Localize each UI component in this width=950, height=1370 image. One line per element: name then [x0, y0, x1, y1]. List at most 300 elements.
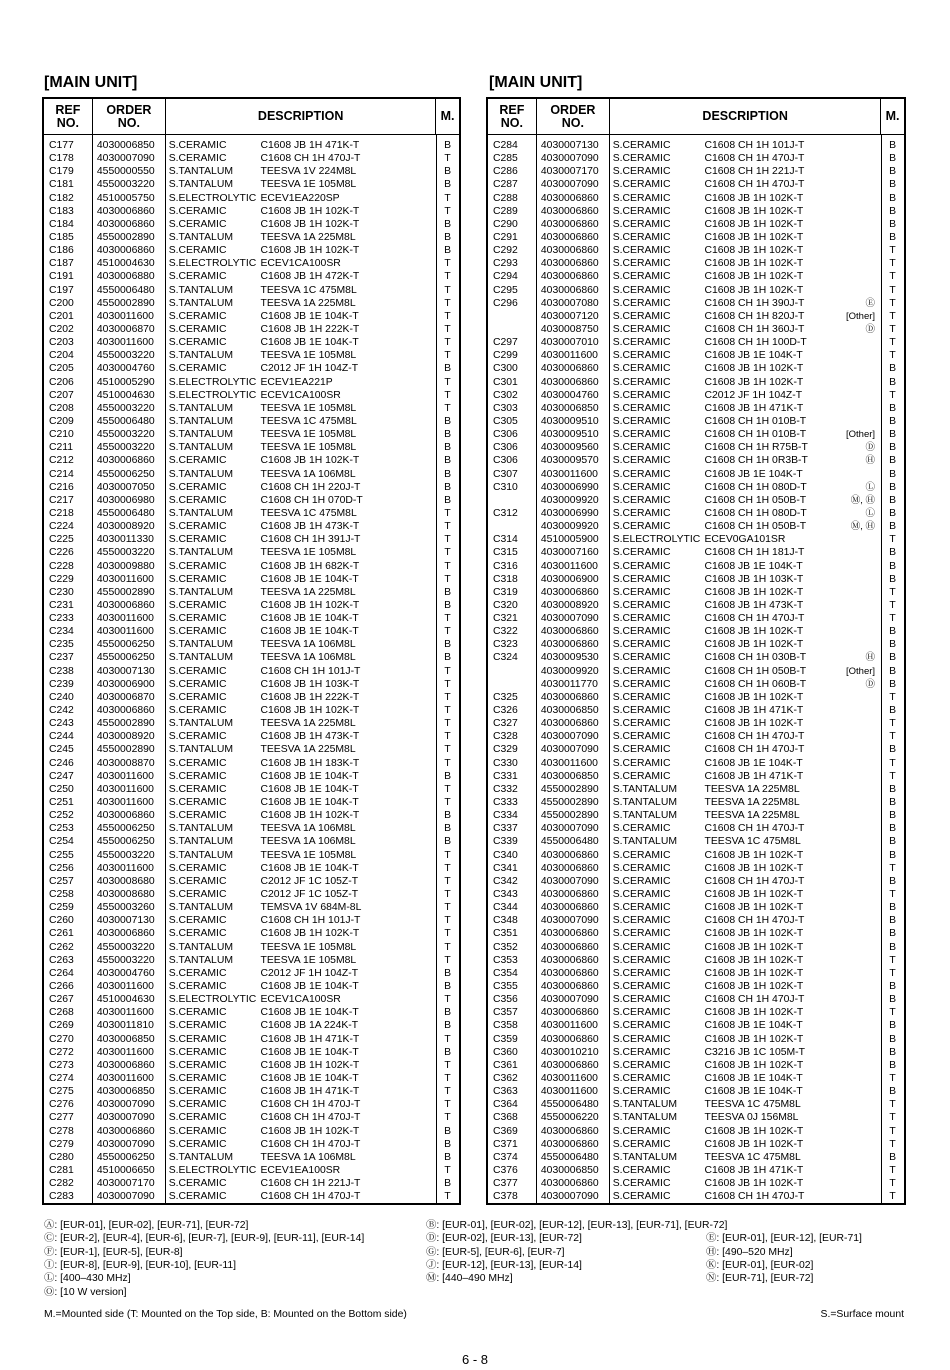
version-mark: [824, 1033, 881, 1046]
order-no: 4030006860: [540, 902, 599, 914]
table-row: [488, 888, 904, 901]
part-value: C1608 JB 1H 102K-T: [704, 284, 804, 296]
part-value: TEESVA 1C 475M8L: [704, 1151, 801, 1163]
version-mark: [380, 927, 436, 940]
table-row: [44, 415, 459, 428]
version-mark: [380, 310, 436, 323]
table-row: [488, 638, 904, 651]
version-mark: [824, 244, 881, 257]
order-no: 4030011600: [540, 1086, 598, 1098]
ref-no: C295: [493, 284, 518, 296]
mounted-side: B: [889, 1151, 896, 1163]
mounted-side: T: [444, 718, 451, 730]
header-order-no: ORDER NO.: [93, 99, 166, 134]
version-mark: [380, 1125, 436, 1138]
legend-entry: Ⓘ: [EUR-8], [EUR-9], [EUR-10], [EUR-11]: [44, 1259, 237, 1271]
part-value: C1608 JB 1E 104K-T: [260, 797, 359, 809]
table-row: [488, 1046, 904, 1059]
table-row: [44, 428, 459, 441]
part-value: C1608 JB 1E 104K-T: [260, 770, 359, 782]
table-row: [44, 560, 459, 573]
order-no: 4550002890: [96, 586, 155, 598]
mounted-side: B: [444, 231, 451, 243]
part-type: S.CERAMIC: [612, 902, 671, 914]
ref-no: C279: [49, 1138, 74, 1150]
ref-no: C275: [49, 1086, 74, 1098]
mounted-side: T: [889, 389, 896, 401]
table-row: [44, 323, 459, 336]
ref-no: C237: [49, 652, 74, 664]
table-row: [44, 1098, 459, 1111]
order-no: 4030011600: [540, 1020, 598, 1032]
order-no: 4030006990: [540, 481, 599, 493]
version-mark: [824, 218, 881, 231]
mounted-side: B: [889, 836, 896, 848]
ref-no: C182: [49, 192, 74, 204]
part-type: S.TANTALUM: [168, 941, 233, 953]
part-type: S.CERAMIC: [168, 691, 227, 703]
part-type: S.TANTALUM: [168, 284, 233, 296]
mounted-side: B: [444, 599, 451, 611]
order-no: 4030006990: [540, 507, 599, 519]
order-no: 4030006860: [540, 626, 599, 638]
ref-no: C323: [493, 639, 518, 651]
order-no: 4030006860: [540, 1059, 599, 1071]
version-mark: [824, 849, 881, 862]
version-mark: [380, 1098, 436, 1111]
part-value: C1608 JB 1H 102K-T: [260, 218, 360, 230]
mounted-side: B: [889, 941, 896, 953]
version-mark: [824, 1111, 881, 1124]
part-value: ECEV1EA100SR: [260, 1164, 341, 1176]
part-type: S.CERAMIC: [612, 954, 671, 966]
version-mark: [824, 231, 881, 244]
order-no: 4030009560: [540, 442, 599, 454]
table-row: [44, 165, 459, 178]
mounted-side: B: [889, 849, 896, 861]
version-mark: [380, 507, 436, 520]
ref-no: C306: [493, 442, 518, 454]
ref-no: C229: [49, 573, 74, 585]
order-no: 4550006250: [96, 823, 155, 835]
part-type: S.CERAMIC: [612, 284, 671, 296]
table-row: [44, 914, 459, 927]
mounted-side: B: [444, 823, 451, 835]
part-type: S.TANTALUM: [168, 468, 233, 480]
ref-no: C283: [49, 1191, 74, 1203]
part-type: S.CERAMIC: [612, 350, 671, 362]
mounted-side: B: [444, 836, 451, 848]
ref-no: C330: [493, 757, 518, 769]
section-title-left: [MAIN UNIT]: [44, 74, 138, 91]
mounted-side: T: [444, 323, 451, 335]
part-value: C1608 JB 1H 102K-T: [704, 218, 804, 230]
part-value: C1608 JB 1H 102K-T: [704, 363, 804, 375]
part-type: S.CERAMIC: [168, 1086, 227, 1098]
part-type: S.CERAMIC: [612, 994, 671, 1006]
ref-no: C320: [493, 599, 518, 611]
ref-no: C374: [493, 1151, 518, 1163]
part-type: S.CERAMIC: [168, 1125, 227, 1137]
ref-no: C340: [493, 849, 518, 861]
part-value: C1608 JB 1E 104K-T: [260, 981, 359, 992]
version-mark: [824, 533, 881, 546]
mounted-side: B: [889, 560, 896, 572]
order-no: 4030006870: [96, 323, 155, 335]
version-mark: [380, 1072, 436, 1085]
table-row: [488, 835, 904, 848]
ref-no: C178: [49, 153, 74, 165]
part-type: S.CERAMIC: [168, 1007, 227, 1019]
parts-table-left: [42, 97, 461, 1205]
mounted-side: T: [444, 389, 451, 401]
table-row: [488, 1111, 904, 1124]
part-value: C1608 JB 1H 102K-T: [260, 1059, 360, 1071]
part-type: S.CERAMIC: [612, 442, 671, 454]
version-mark: [380, 494, 436, 507]
part-value: TEESVA 1C 475M8L: [260, 507, 357, 519]
order-no: 4030007090: [540, 823, 599, 835]
table-row: [488, 520, 904, 533]
ref-no: C274: [49, 1072, 74, 1084]
version-mark: [380, 691, 436, 704]
order-no: 4030006860: [540, 363, 599, 375]
part-value: C1608 CH 1H 470J-T: [704, 613, 805, 625]
part-type: S.CERAMIC: [168, 481, 227, 493]
version-mark: [380, 770, 436, 783]
header-mounted-side: M.: [440, 109, 455, 123]
version-mark: [380, 1006, 436, 1019]
ref-no: C319: [493, 586, 518, 598]
table-row: [488, 678, 904, 691]
ref-no: C278: [49, 1125, 74, 1137]
part-value: TEESVA 1C 475M8L: [704, 836, 801, 848]
order-no: 4550006250: [96, 639, 155, 651]
order-no: 4030009880: [96, 560, 155, 572]
ref-no: C341: [493, 862, 518, 874]
part-value: ECEV1EA221P: [260, 376, 333, 388]
part-type: S.TANTALUM: [168, 718, 233, 730]
part-type: S.TANTALUM: [612, 836, 677, 848]
part-type: S.TANTALUM: [168, 744, 233, 756]
table-row: [44, 152, 459, 165]
order-no: 4030009920: [540, 665, 599, 677]
part-type: S.CERAMIC: [612, 1007, 671, 1019]
table-row: [488, 717, 904, 730]
table-row: [488, 481, 904, 494]
legend-entry: Ⓛ: [400–430 MHz]: [44, 1273, 131, 1285]
mounted-side: T: [444, 258, 451, 270]
part-value: C2012 JF 1C 105Z-T: [260, 875, 359, 887]
ref-no: [488, 665, 536, 678]
part-value: C1608 CH 1H 470J-T: [260, 1138, 361, 1150]
mounted-side: T: [889, 862, 896, 874]
part-type: S.CERAMIC: [168, 731, 227, 743]
version-mark: [824, 967, 881, 980]
table-row: [44, 757, 459, 770]
ref-no: C316: [493, 560, 518, 572]
order-no: 4550006480: [96, 284, 155, 296]
part-value: C1608 JB 1H 102K-T: [704, 1007, 804, 1019]
part-value: TEESVA 1A 225M8L: [260, 297, 356, 309]
ref-no: C210: [49, 429, 74, 441]
table-row: [488, 1190, 904, 1203]
order-no: 4550003220: [96, 429, 155, 441]
part-type: S.CERAMIC: [612, 862, 671, 874]
part-type: S.CERAMIC: [168, 245, 227, 257]
version-mark: [Other]: [846, 310, 876, 322]
version-mark: [824, 336, 881, 349]
ref-no: C240: [49, 691, 74, 703]
ref-no: C233: [49, 613, 74, 625]
ref-no: C286: [493, 166, 518, 178]
table-row: [488, 1164, 904, 1177]
part-value: C1608 JB 1H 222K-T: [260, 691, 360, 703]
mounted-side: T: [444, 665, 451, 677]
mounted-side: T: [444, 849, 451, 861]
order-no: 4030006860: [540, 284, 599, 296]
mounted-side: B: [444, 140, 451, 151]
order-no: 4030006870: [96, 691, 155, 703]
ref-no: C353: [493, 954, 518, 966]
order-no: 4030011600: [540, 350, 598, 362]
version-mark: Ⓗ: [865, 652, 876, 664]
part-type: S.CERAMIC: [168, 599, 227, 611]
ref-no: C337: [493, 823, 518, 835]
ref-no: C250: [49, 783, 74, 795]
ref-no: [488, 310, 536, 323]
part-type: S.CERAMIC: [168, 521, 227, 533]
table-row: [488, 297, 904, 310]
version-mark: [380, 822, 436, 835]
ref-no: C211: [49, 442, 74, 454]
version-mark: [380, 914, 436, 927]
part-type: S.CERAMIC: [612, 889, 671, 901]
table-row: [44, 297, 459, 310]
part-type: S.CERAMIC: [612, 258, 671, 270]
order-no: 4030007090: [540, 1191, 599, 1203]
part-value: C1608 JB 1H 471K-T: [260, 140, 360, 151]
mounted-side: B: [889, 1059, 896, 1071]
mounted-side: B: [889, 507, 896, 519]
ref-no: C351: [493, 928, 518, 940]
order-no: 4550006480: [540, 836, 599, 848]
part-value: C1608 CH 1H 221J-T: [260, 1178, 361, 1190]
part-value: C1608 JB 1E 104K-T: [704, 757, 803, 769]
table-row: [44, 783, 459, 796]
table-row: [488, 1033, 904, 1046]
part-value: C1608 JB 1E 104K-T: [260, 573, 359, 585]
mounted-side: B: [889, 140, 896, 151]
part-value: TEESVA 1A 225M8L: [704, 783, 800, 795]
ref-no: C183: [49, 205, 74, 217]
version-mark: [380, 638, 436, 651]
header-ref-no: REF NO.: [44, 99, 93, 134]
mounted-side: B: [889, 994, 896, 1006]
part-type: S.CERAMIC: [168, 218, 227, 230]
version-mark: [824, 1085, 881, 1098]
table-row: [44, 1072, 459, 1085]
ref-no: C264: [49, 967, 74, 979]
ref-no: C245: [49, 744, 74, 756]
part-value: C1608 JB 1E 104K-T: [260, 1007, 359, 1019]
order-no: 4550006480: [96, 415, 155, 427]
part-value: C1608 CH 1H 470J-T: [704, 153, 805, 165]
order-no: 4550003220: [96, 941, 155, 953]
table-row: [488, 336, 904, 349]
mounted-side: B: [444, 586, 451, 598]
ref-no: C226: [49, 547, 74, 559]
part-type: S.CERAMIC: [612, 573, 671, 585]
part-value: C2012 JF 1H 104Z-T: [704, 389, 803, 401]
part-value: C1608 CH 1H 080D-T: [704, 481, 807, 493]
version-mark: [824, 560, 881, 573]
order-no: 4030007080: [540, 297, 599, 309]
part-type: S.CERAMIC: [168, 1191, 227, 1203]
mounted-side: B: [444, 429, 451, 441]
part-type: S.TANTALUM: [612, 797, 677, 809]
version-mark: [380, 152, 436, 165]
part-value: C1608 CH 1H 010B-T: [704, 415, 807, 427]
mounted-side: B: [889, 231, 896, 243]
ref-no: C290: [493, 218, 518, 230]
version-mark: Ⓜ, Ⓗ: [850, 494, 876, 506]
mounted-side: T: [889, 1138, 896, 1150]
version-mark: [Other]: [846, 429, 876, 441]
table-row: [44, 231, 459, 244]
ref-no: C259: [49, 902, 74, 914]
mounted-side: T: [444, 731, 451, 743]
ref-no: C230: [49, 586, 74, 598]
version-mark: [824, 468, 881, 481]
version-mark: [824, 1177, 881, 1190]
ref-no: C359: [493, 1033, 518, 1045]
order-no: 4550003260: [96, 902, 155, 914]
table-row: [488, 468, 904, 481]
ref-no: [488, 520, 536, 533]
part-value: C1608 JB 1H 102K-T: [260, 599, 360, 611]
mounted-side: B: [889, 1086, 896, 1098]
mounted-side: T: [889, 757, 896, 769]
table-row: [44, 1151, 459, 1164]
part-value: C1608 CH 1H 470J-T: [704, 1191, 805, 1203]
ref-no: C205: [49, 363, 74, 375]
order-no: 4510005750: [96, 192, 155, 204]
table-row: [488, 967, 904, 980]
part-value: C1608 JB 1H 102K-T: [260, 928, 360, 940]
mounted-side: T: [444, 402, 451, 414]
part-value: TEESVA 1E 105M8L: [260, 442, 357, 454]
version-mark: [824, 1138, 881, 1151]
mounted-side: T: [889, 534, 896, 546]
table-row: [44, 441, 459, 454]
part-value: ECEV1CA100SR: [260, 389, 341, 401]
part-type: S.CERAMIC: [612, 153, 671, 165]
table-row: [488, 586, 904, 599]
part-value: TEESVA 1C 475M8L: [704, 1099, 801, 1111]
part-value: C1608 JB 1H 102K-T: [704, 586, 804, 598]
part-type: S.CERAMIC: [612, 376, 671, 388]
ref-no: C307: [493, 468, 518, 480]
version-mark: [824, 1046, 881, 1059]
part-value: TEESVA 1E 105M8L: [260, 402, 357, 414]
mounted-side: T: [444, 1033, 451, 1045]
part-type: S.CERAMIC: [612, 599, 671, 611]
ref-no: C357: [493, 1007, 518, 1019]
order-no: 4030006860: [540, 1178, 599, 1190]
table-row: [488, 599, 904, 612]
ref-no: C268: [49, 1007, 74, 1019]
table-row: [44, 218, 459, 231]
order-no: 4030007120: [540, 310, 599, 322]
part-value: C1608 JB 1H 102K-T: [260, 205, 360, 217]
order-no: 4030007090: [540, 915, 599, 927]
part-type: S.CERAMIC: [612, 1072, 671, 1084]
part-type: S.CERAMIC: [168, 205, 227, 217]
table-row: [44, 139, 459, 152]
part-value: C1608 JB 1H 102K-T: [704, 258, 804, 270]
mounted-side: T: [889, 1007, 896, 1019]
version-mark: [380, 1085, 436, 1098]
mounted-side: B: [444, 1007, 451, 1019]
surface-mount-note: S.=Surface mount: [820, 1309, 904, 1320]
part-type: S.CERAMIC: [168, 534, 227, 546]
version-mark: [380, 244, 436, 257]
part-type: S.CERAMIC: [168, 455, 227, 467]
mounted-side: T: [444, 928, 451, 940]
ref-no: C225: [49, 534, 74, 546]
part-type: S.CERAMIC: [168, 1033, 227, 1045]
part-value: C1608 JB 1H 103K-T: [704, 573, 804, 585]
table-row: [44, 1006, 459, 1019]
ref-no: C368: [493, 1112, 518, 1124]
part-value: C1608 CH 1H 050B-T: [704, 521, 807, 533]
order-no: 4030007090: [540, 731, 599, 743]
order-no: 4030004760: [540, 389, 599, 401]
part-type: S.ELECTROLYTIC: [168, 192, 257, 204]
version-mark: [380, 849, 436, 862]
part-value: C1608 JB 1H 473K-T: [260, 521, 360, 533]
version-mark: [824, 192, 881, 205]
version-mark: [380, 468, 436, 481]
ref-no: C242: [49, 705, 74, 717]
part-type: S.CERAMIC: [168, 928, 227, 940]
ref-no: C377: [493, 1178, 518, 1190]
ref-no: C228: [49, 560, 74, 572]
version-mark: [380, 349, 436, 362]
mounted-side: T: [444, 678, 451, 690]
mounted-side: B: [889, 823, 896, 835]
version-mark: [824, 1190, 881, 1203]
table-row: [488, 783, 904, 796]
part-type: S.TANTALUM: [168, 849, 233, 861]
ref-no: C296: [493, 297, 518, 309]
ref-no: C280: [49, 1151, 74, 1163]
part-type: S.CERAMIC: [168, 862, 227, 874]
order-no: 4030007090: [96, 1191, 155, 1203]
version-mark: [824, 625, 881, 638]
order-no: 4030006860: [540, 586, 599, 598]
header-ref-no: REF NO.: [488, 99, 537, 134]
part-value: C1608 JB 1H 102K-T: [704, 941, 804, 953]
ref-no: C276: [49, 1099, 74, 1111]
version-mark: [380, 323, 436, 336]
part-value: TEESVA 1A 225M8L: [260, 586, 356, 598]
part-type: S.TANTALUM: [168, 823, 233, 835]
mounted-side: T: [444, 534, 451, 546]
mounted-side: T: [444, 705, 451, 717]
version-mark: [380, 441, 436, 454]
